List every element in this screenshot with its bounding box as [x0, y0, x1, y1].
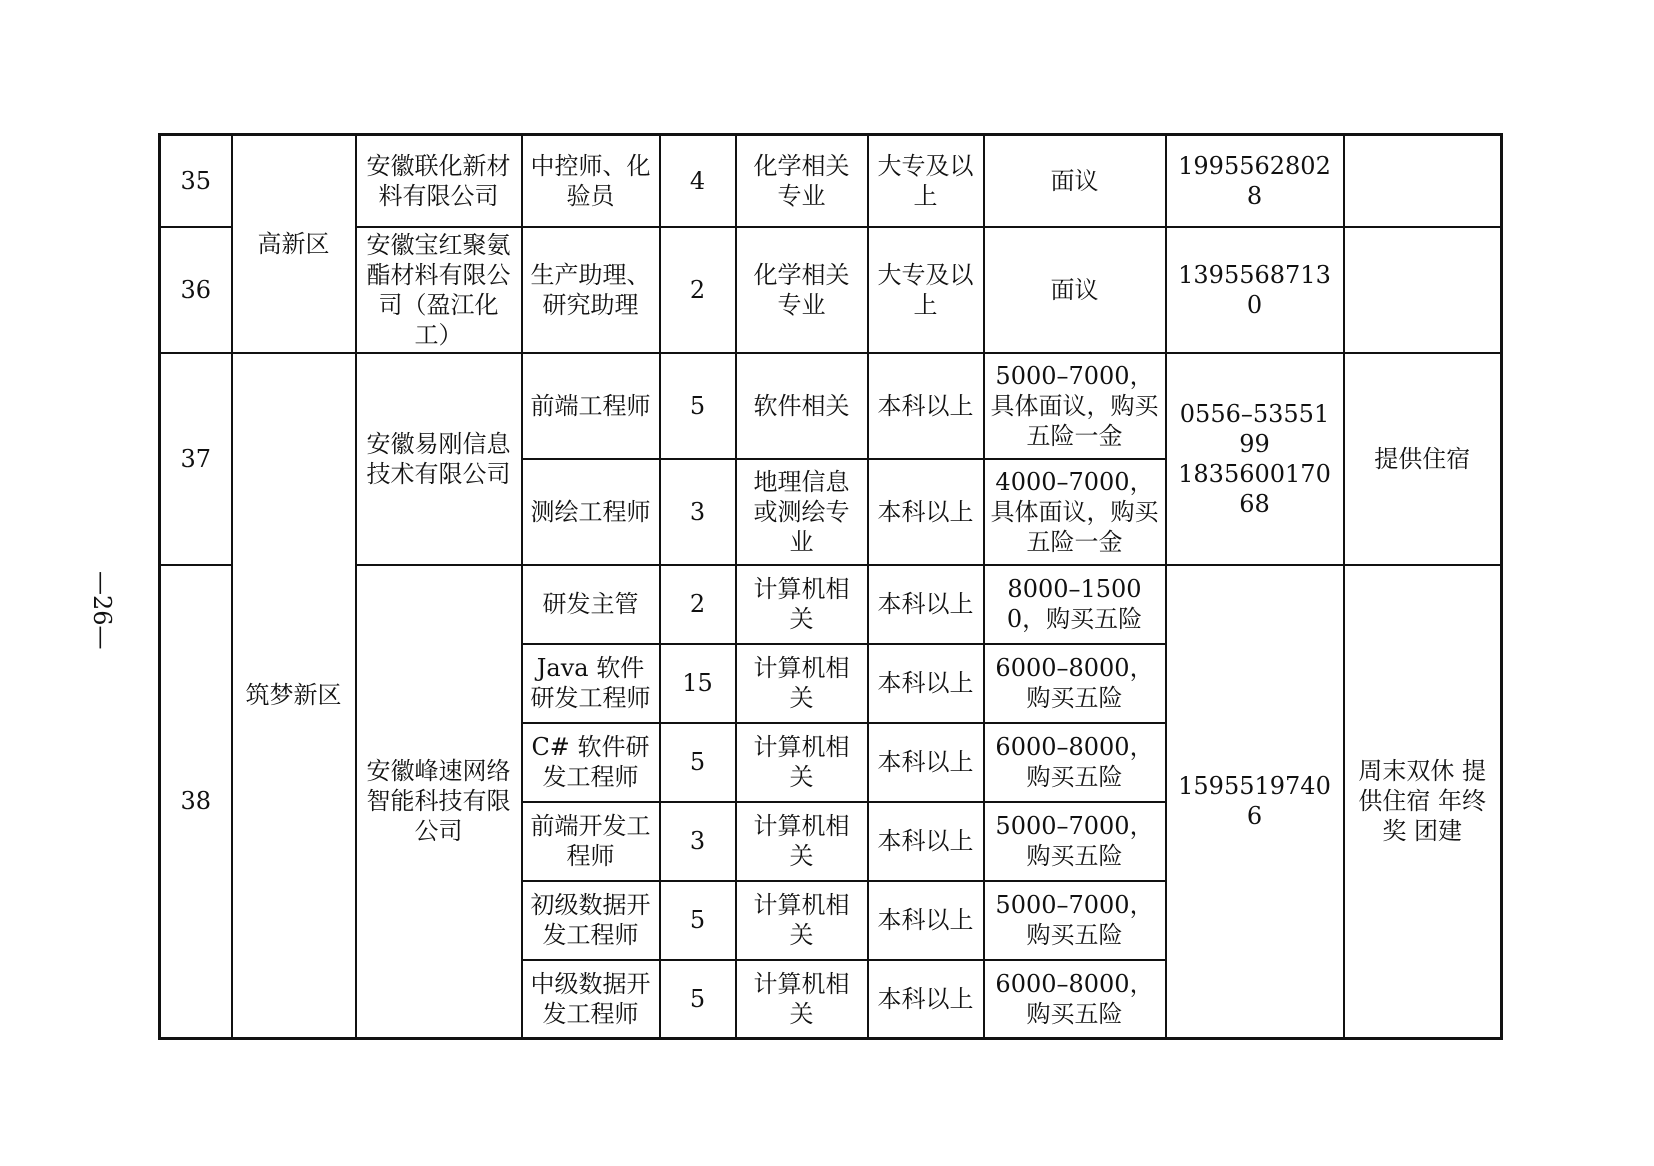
position-count-cell: 3 [660, 459, 736, 565]
phone-cell [1166, 353, 1344, 565]
major-cell: 计算机相关 [736, 644, 868, 723]
major-cell: 化学相关专业 [736, 135, 868, 227]
benefits-cell [1344, 135, 1502, 227]
phone-cell: 13955687130 [1166, 227, 1344, 353]
major-cell: 计算机相关 [736, 723, 868, 802]
education-cell: 本科以上 [868, 723, 984, 802]
position-title-cell: 初级数据开发工程师 [522, 881, 660, 960]
salary-cell: 6000–8000， 购买五险 [984, 960, 1166, 1039]
table-row [160, 565, 1502, 644]
position-count-cell: 3 [660, 802, 736, 881]
position-title-cell: 研发主管 [522, 565, 660, 644]
salary-cell: 5000–7000，具体面议，购买五险一金 [984, 353, 1166, 459]
position-title-cell: 生产助理、研究助理 [522, 227, 660, 353]
company-cell: 安徽联化新材料有限公司 [356, 135, 522, 227]
page-number: —26— [88, 571, 116, 650]
salary-cell: 面议 [984, 135, 1166, 227]
position-title-cell: 测绘工程师 [522, 459, 660, 565]
benefits-cell [1344, 227, 1502, 353]
salary-cell: 4000–7000，具体面议，购买五险一金 [984, 459, 1166, 565]
company-cell: 安徽峰速网络智能科技有限公司 [356, 565, 522, 1039]
position-count-cell: 5 [660, 353, 736, 459]
position-count-cell: 5 [660, 723, 736, 802]
major-cell: 化学相关专业 [736, 227, 868, 353]
salary-cell: 面议 [984, 227, 1166, 353]
position-title-cell: 中控师、化验员 [522, 135, 660, 227]
education-cell: 本科以上 [868, 565, 984, 644]
row-index: 37 [160, 353, 232, 565]
position-count-cell: 5 [660, 881, 736, 960]
district-cell: 筑梦新区 [232, 353, 356, 1039]
education-cell: 大专及以上 [868, 227, 984, 353]
position-count-cell: 4 [660, 135, 736, 227]
position-count-cell: 2 [660, 565, 736, 644]
education-cell: 大专及以上 [868, 135, 984, 227]
position-title-cell: 中级数据开发工程师 [522, 960, 660, 1039]
district-cell: 高新区 [232, 135, 356, 353]
position-title-cell: Java 软件研发工程师 [522, 644, 660, 723]
education-cell: 本科以上 [868, 802, 984, 881]
company-cell: 安徽易刚信息技术有限公司 [356, 353, 522, 565]
phone-number: 18356001706​8 [1178, 459, 1331, 518]
position-count-cell: 2 [660, 227, 736, 353]
position-title-cell: 前端开发工程师 [522, 802, 660, 881]
salary-cell: 5000–7000， 购买五险 [984, 802, 1166, 881]
major-cell: 计算机相关 [736, 802, 868, 881]
major-cell: 软件相关 [736, 353, 868, 459]
row-index: 36 [160, 227, 232, 353]
position-count-cell: 15 [660, 644, 736, 723]
position-title-cell: C# 软件研发工程师 [522, 723, 660, 802]
major-cell: 计算机相关 [736, 960, 868, 1039]
major-cell: 计算机相关 [736, 565, 868, 644]
benefits-cell: 周末双休 提供住宿 年终奖 团建 [1344, 565, 1502, 1039]
major-cell: 地理信息或测绘专业 [736, 459, 868, 565]
phone-cell: 19955628028 [1166, 135, 1344, 227]
phone-cell: 15955197406 [1166, 565, 1344, 1039]
education-cell: 本科以上 [868, 644, 984, 723]
company-cell: 安徽宝红聚氨酯材料有限公司（盈江化工） [356, 227, 522, 353]
education-cell: 本科以上 [868, 459, 984, 565]
benefits-cell: 提供住宿 [1344, 353, 1502, 565]
salary-cell: 8000–15000，购买五险 [984, 565, 1166, 644]
row-index: 35 [160, 135, 232, 227]
table-row [160, 227, 1502, 353]
salary-cell: 6000–8000， 购买五险 [984, 723, 1166, 802]
table-row [160, 353, 1502, 459]
position-count-cell: 5 [660, 960, 736, 1039]
row-index: 38 [160, 565, 232, 1039]
education-cell: 本科以上 [868, 881, 984, 960]
phone-number: 0556–5355199 [1179, 399, 1330, 458]
education-cell: 本科以上 [868, 960, 984, 1039]
position-title-cell: 前端工程师 [522, 353, 660, 459]
table-row [160, 135, 1502, 227]
salary-cell: 5000–7000， 购买五险 [984, 881, 1166, 960]
job-listing-table [158, 133, 1503, 1040]
salary-cell: 6000–8000， 购买五险 [984, 644, 1166, 723]
education-cell: 本科以上 [868, 353, 984, 459]
major-cell: 计算机相关 [736, 881, 868, 960]
